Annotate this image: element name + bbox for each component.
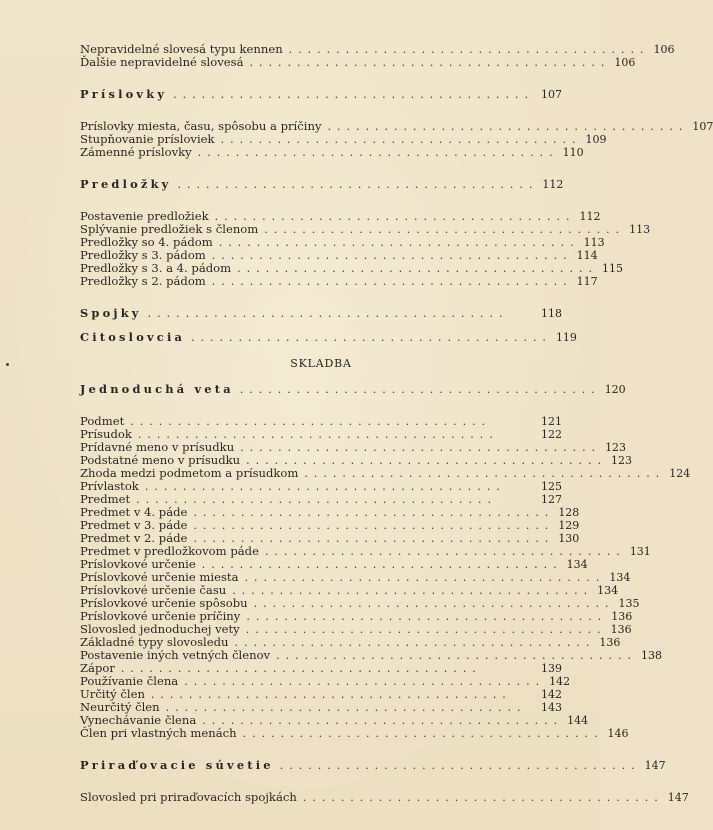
dot-leader: ...................................... (245, 623, 607, 636)
toc-page-number: 123 (611, 454, 633, 467)
toc-page-number: 114 (576, 249, 598, 262)
toc-entry-label: Základné typy slovosledu (80, 635, 229, 649)
toc-page-number: 142 (541, 688, 562, 701)
toc-entry[interactable] (80, 55, 636, 69)
toc-page-number: 146 (607, 727, 629, 740)
toc-page-number: 117 (576, 275, 598, 288)
toc-page-number: 120 (604, 383, 626, 396)
toc-entry-label: Prídavné meno v prísudku (80, 440, 235, 454)
toc-page-number: 143 (541, 701, 562, 714)
dot-leader: ...................................... (264, 545, 626, 558)
toc-page-number: 113 (629, 223, 651, 236)
dot-leader: ...................................... (304, 467, 666, 480)
toc-entry-label: Príslovkové určenie (80, 557, 196, 571)
dot-leader: ...................................... (193, 519, 555, 532)
dot-leader: ...................................... (264, 223, 626, 236)
toc-entry-label: Splývanie predložiek s členom (80, 222, 259, 236)
toc-entry-label: Zápor (80, 661, 115, 675)
toc-entry-label: Stupňovanie prísloviek (80, 132, 215, 146)
toc-part-syntax (80, 382, 691, 804)
toc-page-number: 121 (541, 415, 562, 428)
dot-leader: ...................................... (191, 331, 552, 344)
dot-leader: ...................................... (246, 610, 608, 623)
dot-leader: ...................................... (173, 88, 535, 101)
toc-heading[interactable] (80, 382, 626, 396)
toc-entry[interactable] (80, 415, 562, 428)
toc-page-number: 134 (597, 584, 619, 597)
toc-entry-label: Slovosled pri priraďovacích spojkách (80, 790, 297, 804)
toc-entry-label: Nepravidelné slovesá typu kennen (80, 42, 283, 56)
ink-speck (6, 363, 9, 366)
section-title: SKLADBA (290, 357, 352, 370)
dot-leader: ...................................... (193, 506, 555, 519)
dot-leader: ...................................... (288, 43, 650, 56)
toc-heading[interactable] (80, 758, 666, 772)
toc-entry-label: Príslovky (80, 87, 168, 101)
toc-page-number: 107 (692, 120, 713, 133)
toc-entry-label: Príslovkové určenie spôsobu (80, 596, 248, 610)
dot-leader: ...................................... (184, 675, 546, 688)
toc-entry-label: Podstatné meno v prísudku (80, 453, 241, 467)
toc-entry-label: Prísudok (80, 427, 132, 441)
dot-leader: ...................................... (249, 56, 611, 69)
toc-page-number: 147 (667, 791, 689, 804)
toc-page-number: 130 (558, 532, 580, 545)
dot-leader: ...................................... (253, 597, 615, 610)
toc-entry[interactable] (80, 466, 691, 480)
toc-page-number: 136 (611, 610, 633, 623)
dot-leader: ...................................... (211, 249, 573, 262)
toc-page-number: 110 (562, 146, 584, 159)
toc-page-number: 106 (614, 56, 636, 69)
toc-entry-label: Predložky s 2. pádom (80, 274, 206, 288)
dot-leader: ...................................... (279, 759, 641, 772)
toc-page-number: 124 (669, 467, 691, 480)
dot-leader: ...................................... (240, 441, 602, 454)
dot-leader: ...................................... (147, 307, 509, 320)
dot-leader: ...................................... (137, 428, 499, 441)
dot-leader: ...................................... (232, 584, 594, 597)
toc-entry-label: Ďalšie nepravidelné slovesá (80, 55, 244, 69)
toc-entry-label: Priraďovacie súvetie (80, 758, 274, 772)
dot-leader: ...................................... (177, 178, 539, 191)
toc-page-number: 109 (585, 133, 607, 146)
toc-page-number: 138 (641, 649, 662, 662)
dot-leader: ...................................... (165, 701, 527, 714)
dot-leader: ...................................... (234, 636, 596, 649)
toc-entry-label: Postavenie iných vetných členov (80, 648, 271, 662)
toc-page-number: 125 (541, 480, 562, 493)
toc-page-number: 129 (558, 519, 580, 532)
dot-leader: ...................................... (197, 146, 559, 159)
toc-entry-label: Príslovkové určenie miesta (80, 570, 239, 584)
toc-entry-label: Určitý člen (80, 687, 145, 701)
toc-page-number: 134 (609, 571, 631, 584)
table-of-contents (80, 42, 713, 804)
dot-leader: ...................................... (144, 480, 506, 493)
toc-page-number: 134 (566, 558, 588, 571)
toc-entry-label: Predložky s 3. pádom (80, 248, 206, 262)
toc-entry-label: Predložky so 4. pádom (80, 235, 213, 249)
toc-entry-label: Citoslovcia (80, 330, 186, 344)
toc-part-morphology (80, 42, 713, 344)
toc-page-number: 106 (653, 43, 675, 56)
toc-entry-label: Spojky (80, 306, 142, 320)
toc-heading[interactable] (80, 178, 562, 191)
toc-entry-label: Vynechávanie člena (80, 713, 197, 727)
toc-page-number: 136 (610, 623, 632, 636)
dot-leader: ...................................... (150, 688, 512, 701)
toc-entry-label: Predmet v 2. páde (80, 531, 188, 545)
toc-page-number: 127 (541, 493, 562, 506)
toc-page-number: 123 (605, 441, 627, 454)
toc-entry-label: Príslovkové určenie príčiny (80, 609, 241, 623)
toc-heading[interactable] (80, 330, 577, 344)
toc-entry-label: Predložky s 3. a 4. pádom (80, 261, 232, 275)
toc-page-number: 131 (629, 545, 651, 558)
dot-leader: ...................................... (136, 493, 498, 506)
dot-leader: ...................................... (246, 454, 608, 467)
toc-page-number: 113 (583, 236, 605, 249)
toc-heading[interactable] (80, 88, 562, 101)
toc-entry-label: Člen pri vlastných menách (80, 726, 237, 740)
toc-entry-label: Predmet v predložkovom páde (80, 544, 259, 558)
toc-page-number: 107 (541, 88, 562, 101)
toc-entry-label: Zhoda medzi podmetom a prísudkom (80, 466, 299, 480)
toc-entry[interactable] (80, 674, 571, 688)
dot-leader: ...................................... (130, 415, 492, 428)
toc-entry[interactable] (80, 790, 689, 804)
toc-entry[interactable] (80, 726, 629, 740)
dot-leader: ...................................... (327, 120, 689, 133)
dot-leader: ...................................... (276, 649, 637, 662)
toc-page-number: 118 (541, 307, 562, 320)
toc-page-number: 144 (567, 714, 589, 727)
toc-entry-label: Predmet (80, 492, 131, 506)
toc-entry[interactable] (80, 145, 584, 159)
toc-entry-label: Predmet v 3. páde (80, 518, 188, 532)
toc-page-number: 142 (549, 675, 571, 688)
toc-page-number: 112 (579, 210, 601, 223)
dot-leader: ...................................... (244, 571, 606, 584)
dot-leader: ...................................... (237, 262, 599, 275)
toc-heading[interactable] (80, 307, 562, 320)
toc-page-number: 122 (541, 428, 562, 441)
toc-entry-label: Príslovkové určenie času (80, 583, 227, 597)
dot-leader: ...................................... (302, 791, 664, 804)
toc-entry-label: Príslovky miesta, času, spôsobu a príčiny (80, 119, 322, 133)
dot-leader: ...................................... (214, 210, 576, 223)
dot-leader: ...................................... (220, 133, 582, 146)
dot-leader: ...................................... (239, 383, 601, 396)
toc-entry-label: Prívlastok (80, 479, 139, 493)
toc-page-number: 135 (618, 597, 640, 610)
toc-entry-label: Postavenie predložiek (80, 209, 209, 223)
dot-leader: ...................................... (218, 236, 580, 249)
toc-page-number: 119 (555, 331, 577, 344)
toc-entry-label: Predložky (80, 177, 172, 191)
dot-leader: ...................................... (193, 532, 555, 545)
toc-page-number: 147 (644, 759, 666, 772)
toc-page-number: 115 (602, 262, 624, 275)
toc-entry-label: Podmet (80, 414, 125, 428)
toc-page-number: 139 (541, 662, 562, 675)
toc-entry[interactable] (80, 648, 662, 662)
dot-leader: ...................................... (211, 275, 573, 288)
toc-page-number: 128 (558, 506, 580, 519)
toc-entry-label: Zámenné príslovky (80, 145, 192, 159)
dot-leader: ...................................... (120, 662, 482, 675)
dot-leader: ...................................... (201, 558, 563, 571)
toc-entry-label: Používanie člena (80, 674, 179, 688)
dot-leader: ...................................... (202, 714, 564, 727)
toc-entry-label: Predmet v 4. páde (80, 505, 188, 519)
toc-page-number: 112 (542, 178, 564, 191)
toc-entry[interactable] (80, 480, 562, 493)
toc-entry-label: Neurčitý člen (80, 700, 160, 714)
toc-entry[interactable] (80, 274, 598, 288)
toc-entry-label: Slovosled jednoduchej vety (80, 622, 240, 636)
dot-leader: ...................................... (242, 727, 604, 740)
toc-entry-label: Jednoduchá veta (80, 382, 234, 396)
toc-page-number: 136 (599, 636, 621, 649)
